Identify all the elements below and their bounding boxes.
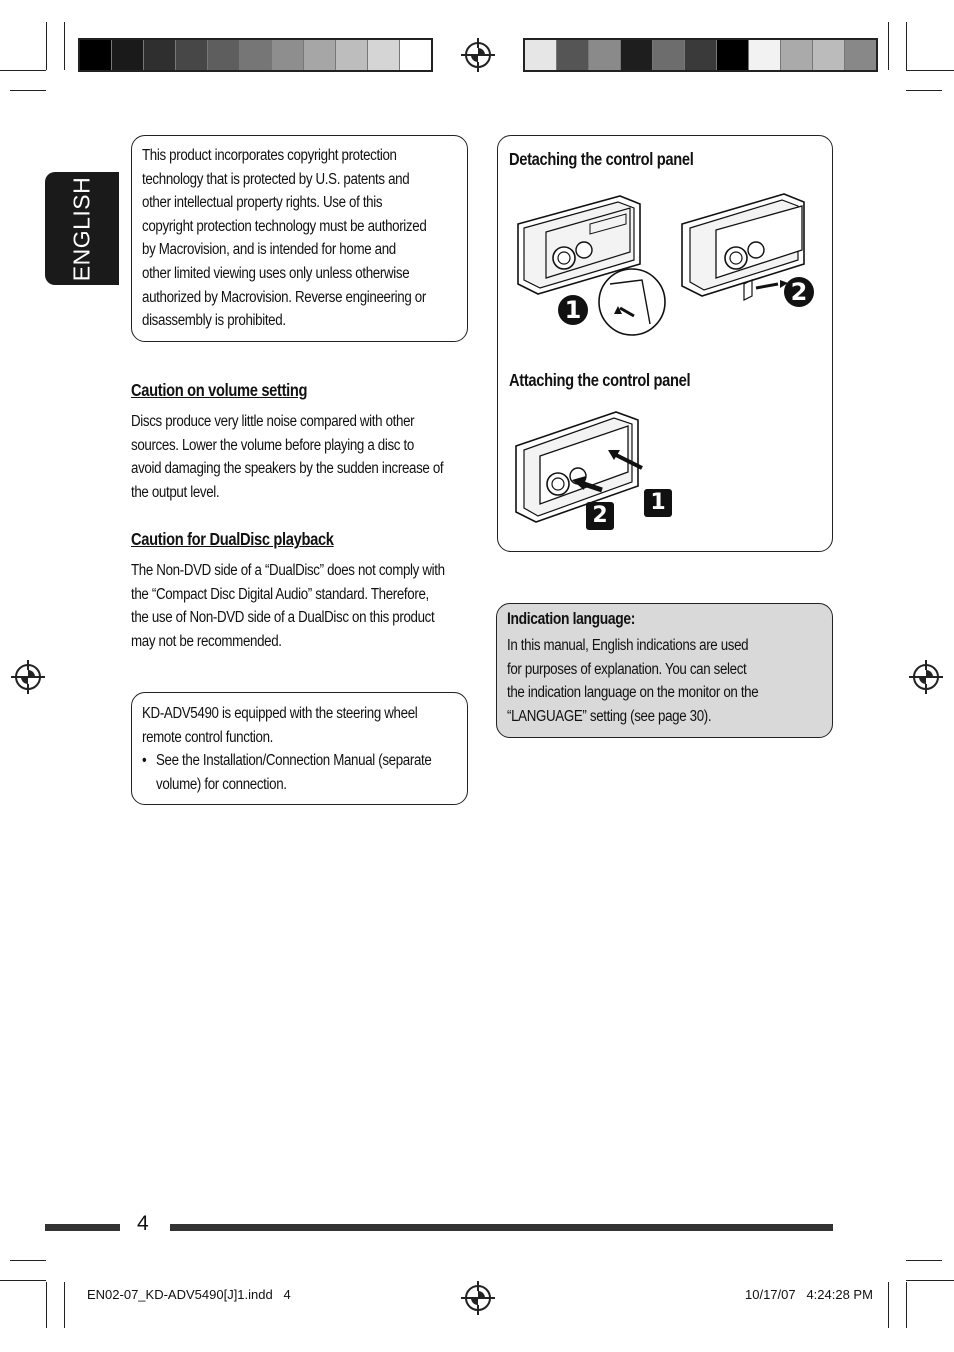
indication-language-heading: Indication language: bbox=[507, 610, 636, 628]
crop-mark bbox=[64, 1282, 65, 1328]
crop-mark bbox=[906, 70, 954, 71]
color-bar-right bbox=[523, 38, 878, 72]
steering-remote-bullet-text: See the Installation/Connection Manual (separate volume) for connection. bbox=[156, 752, 432, 793]
side-tab-label: ENGLISH bbox=[68, 176, 95, 281]
page-number: 4 bbox=[137, 1212, 149, 1235]
bullet-marker: • bbox=[142, 752, 147, 769]
crop-mark bbox=[10, 1260, 46, 1261]
crop-mark bbox=[46, 22, 47, 70]
step-1-badge: 1 bbox=[558, 295, 588, 325]
crop-mark bbox=[0, 1280, 46, 1281]
dualdisc-caution-text: The Non-DVD side of a “DualDisc” does not comply with the “Compact Disc Digital Audio” standard. Therefore, the use of Non-DVD side of a DualDisc on this product may not be recommended. bbox=[131, 562, 445, 650]
indication-language-box bbox=[496, 603, 833, 738]
attach-panel-heading: Attaching the control panel bbox=[509, 370, 691, 390]
step-1-square-badge: 1 bbox=[644, 489, 672, 517]
crop-mark bbox=[906, 1260, 942, 1261]
copyright-notice-text: This product incorporates copyright protection technology that is protected by U.S. patents and other intellectual property rights. Use of this copyright protection technology must be authorized by Macrovision, and is intended for home and other limited viewing uses only unless otherwise authorized by Macrovision. Reverse engineering or disassembly is prohibited. bbox=[142, 147, 427, 330]
step-2-square-badge: 2 bbox=[586, 502, 614, 530]
crop-mark bbox=[906, 1282, 907, 1328]
detach-step1-illustration bbox=[510, 184, 670, 336]
copyright-notice-box bbox=[131, 135, 468, 342]
step-2-badge: 2 bbox=[784, 277, 814, 307]
registration-mark-icon bbox=[15, 664, 41, 690]
footer-rule-left bbox=[45, 1224, 120, 1231]
crop-mark bbox=[906, 1280, 954, 1281]
registration-mark-icon bbox=[465, 1285, 491, 1311]
slug-file-name: EN02-07_KD-ADV5490[J]1.indd 4 bbox=[87, 1287, 291, 1302]
registration-mark-icon bbox=[913, 664, 939, 690]
indication-language-text: In this manual, English indications are used for purposes of explanation. You can select the indication language on the monitor on the “LANGUAGE” setting (see page 30). bbox=[507, 637, 759, 725]
footer-rule-right bbox=[170, 1224, 833, 1231]
crop-mark bbox=[888, 22, 889, 70]
crop-mark bbox=[10, 90, 46, 91]
crop-mark bbox=[46, 1282, 47, 1328]
color-bar-left bbox=[78, 38, 433, 72]
steering-remote-notice-box bbox=[131, 692, 468, 805]
detach-panel-heading: Detaching the control panel bbox=[509, 149, 694, 169]
crop-mark bbox=[0, 70, 46, 71]
language-side-tab bbox=[45, 172, 119, 285]
crop-mark bbox=[906, 22, 907, 70]
volume-caution-text: Discs produce very little noise compared with other sources. Lower the volume before playing a disc to avoid damaging the speakers by the sudden increase of the output level. bbox=[131, 413, 444, 501]
control-panel-box bbox=[497, 135, 833, 552]
crop-mark bbox=[64, 22, 65, 70]
crop-mark bbox=[888, 1282, 889, 1328]
steering-remote-text: KD-ADV5490 is equipped with the steering wheel remote control function. bbox=[142, 705, 418, 746]
crop-mark bbox=[906, 90, 942, 91]
slug-timestamp: 10/17/07 4:24:28 PM bbox=[745, 1287, 873, 1302]
registration-mark-icon bbox=[465, 42, 491, 68]
dualdisc-caution-heading: Caution for DualDisc playback bbox=[131, 529, 334, 549]
volume-caution-heading: Caution on volume setting bbox=[131, 380, 308, 400]
